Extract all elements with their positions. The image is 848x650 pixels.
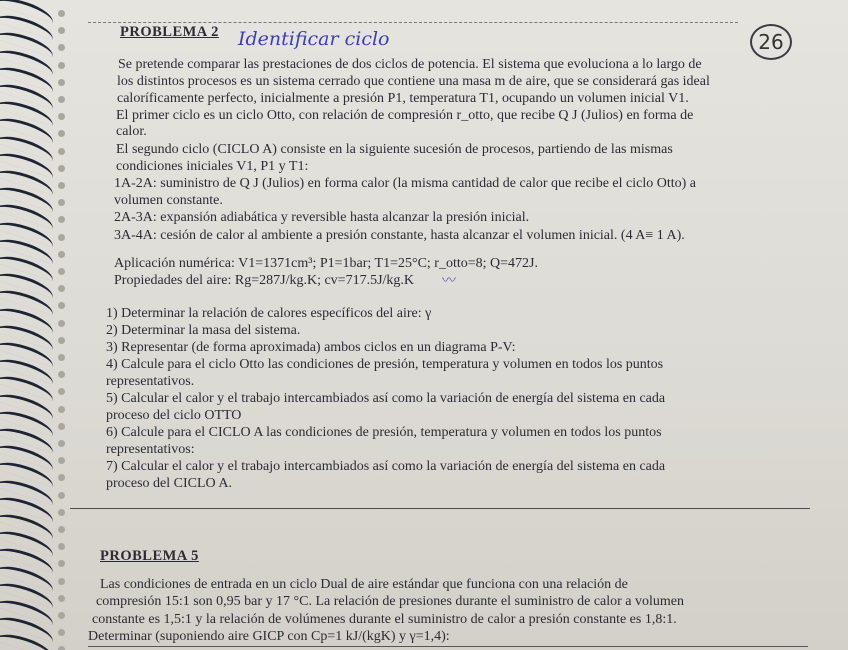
intro-line: calor. [116, 124, 147, 139]
binding-hole [58, 371, 65, 378]
binding-hole [58, 79, 65, 86]
top-rule [88, 22, 738, 23]
binding-hole [58, 182, 65, 189]
binding-hole [58, 165, 65, 172]
binding-hole [58, 96, 65, 103]
intro-line: volumen constante. [114, 193, 223, 208]
question-line: 4) Calcule para el ciclo Otto las condiciones de presión, temperatura y volumen en todos los puntos [106, 357, 664, 372]
page-number: 26 [750, 24, 792, 60]
question-line: representativos: [106, 442, 195, 457]
binding-hole [58, 543, 65, 550]
binding-hole [58, 285, 65, 292]
intro-line: 2A-3A: expansión adiabática y reversible hasta alcanzar la presión inicial. [114, 210, 530, 225]
binding-hole [58, 440, 65, 447]
problem-5-line: constante es 1,5:1 y la relación de volúmenes durante el suministro de calor a presión constante es 1,8:1. [92, 612, 677, 627]
question-line: proceso del ciclo OTTO [106, 408, 242, 423]
problem-5-title: PROBLEMA 5 [100, 548, 199, 564]
binding-hole [58, 130, 65, 137]
binding-hole [58, 148, 65, 155]
binding-hole [58, 423, 65, 430]
binding-hole [58, 216, 65, 223]
intro-line: Se pretende comparar las prestaciones de dos ciclos de potencia. El sistema que evoluciona a lo largo de [118, 57, 702, 72]
binding-hole [58, 199, 65, 206]
binding-hole [58, 629, 65, 636]
binding-hole [58, 492, 65, 499]
question-line: 3) Representar (de forma aproximada) ambos ciclos en un diagrama P-V: [106, 340, 516, 355]
binding-hole [58, 113, 65, 120]
binding-hole [58, 509, 65, 516]
binding-hole [58, 10, 65, 17]
binding-hole [58, 474, 65, 481]
problem-2-title: PROBLEMA 2 [120, 24, 219, 40]
question-line: 2) Determinar la masa del sistema. [106, 323, 301, 338]
intro-line: El segundo ciclo (CICLO A) consiste en la siguiente sucesión de procesos, partiendo de las mismas [116, 142, 673, 157]
problem-5-line: compresión 15:1 son 0,95 bar y 17 °C. La relación de presiones durante el suministro de calor a volumen [96, 594, 685, 609]
binding-hole [58, 268, 65, 275]
binding-hole [58, 320, 65, 327]
binding-hole [58, 44, 65, 51]
binding-hole [58, 251, 65, 258]
binding-hole [58, 302, 65, 309]
squiggle-mark: 〰 [442, 273, 456, 289]
binding-hole [58, 560, 65, 567]
binding-hole [58, 388, 65, 395]
binding-hole [58, 337, 65, 344]
binding-hole [58, 406, 65, 413]
question-line: proceso del CICLO A. [106, 476, 232, 491]
question-line: 7) Calcular el calor y el trabajo intercambiados así como la variación de energía del sistema en cada [106, 459, 666, 474]
binding-hole [58, 578, 65, 585]
spiral-binding [0, 0, 70, 650]
intro-line: caloríficamente perfecto, inicialmente a presión P1, temperatura T1, ocupando un volumen inicial V1. [117, 91, 689, 106]
binding-hole [58, 646, 65, 650]
binding-hole [58, 27, 65, 34]
question-line: representativos. [106, 374, 195, 389]
bottom-rule [88, 646, 808, 647]
section-divider [70, 508, 810, 509]
question-line: 6) Calcule para el CICLO A las condiciones de presión, temperatura y volumen en todos los puntos [106, 425, 662, 440]
question-line: 5) Calcular el calor y el trabajo intercambiados así como la variación de energía del sistema en cada [106, 391, 666, 406]
intro-line: El primer ciclo es un ciclo Otto, con relación de compresión r_otto, que recibe Q J (Julios) en forma de [116, 108, 694, 123]
question-line: 1) Determinar la relación de calores específicos del aire: γ [106, 306, 432, 321]
binding-hole [58, 457, 65, 464]
binding-hole [58, 62, 65, 69]
binding-hole [58, 526, 65, 533]
intro-line: condiciones iniciales V1, P1 y T1: [116, 159, 309, 174]
intro-line: 1A-2A: suministro de Q J (Julios) en forma calor (la misma cantidad de calor que recibe el ciclo Otto) a [114, 176, 696, 191]
problem-5-line: Las condiciones de entrada en un ciclo Dual de aire estándar que funciona con una relación de [100, 577, 628, 592]
binding-hole [58, 595, 65, 602]
problem-5-line: Determinar (suponiendo aire GICP con Cp=1 kJ/(kgK) y γ=1,4): [88, 629, 450, 644]
handwritten-note: Identificar ciclo [238, 28, 390, 50]
numeric-application: Aplicación numérica: V1=1371cm³; P1=1bar; T1=25°C; r_otto=8; Q=472J. [114, 256, 538, 271]
binding-hole [58, 234, 65, 241]
binding-hole [58, 612, 65, 619]
intro-line: 3A-4A: cesión de calor al ambiente a presión constante, hasta alcanzar el volumen inicial. (4 A≡ 1 A). [114, 228, 685, 243]
intro-line: los distintos procesos es un sistema cerrado que contiene una masa m de aire, que se considerará gas ideal [117, 74, 710, 89]
air-properties: Propiedades del aire: Rg=287J/kg.K; cv=717.5J/kg.K [114, 273, 415, 288]
binding-hole [58, 354, 65, 361]
